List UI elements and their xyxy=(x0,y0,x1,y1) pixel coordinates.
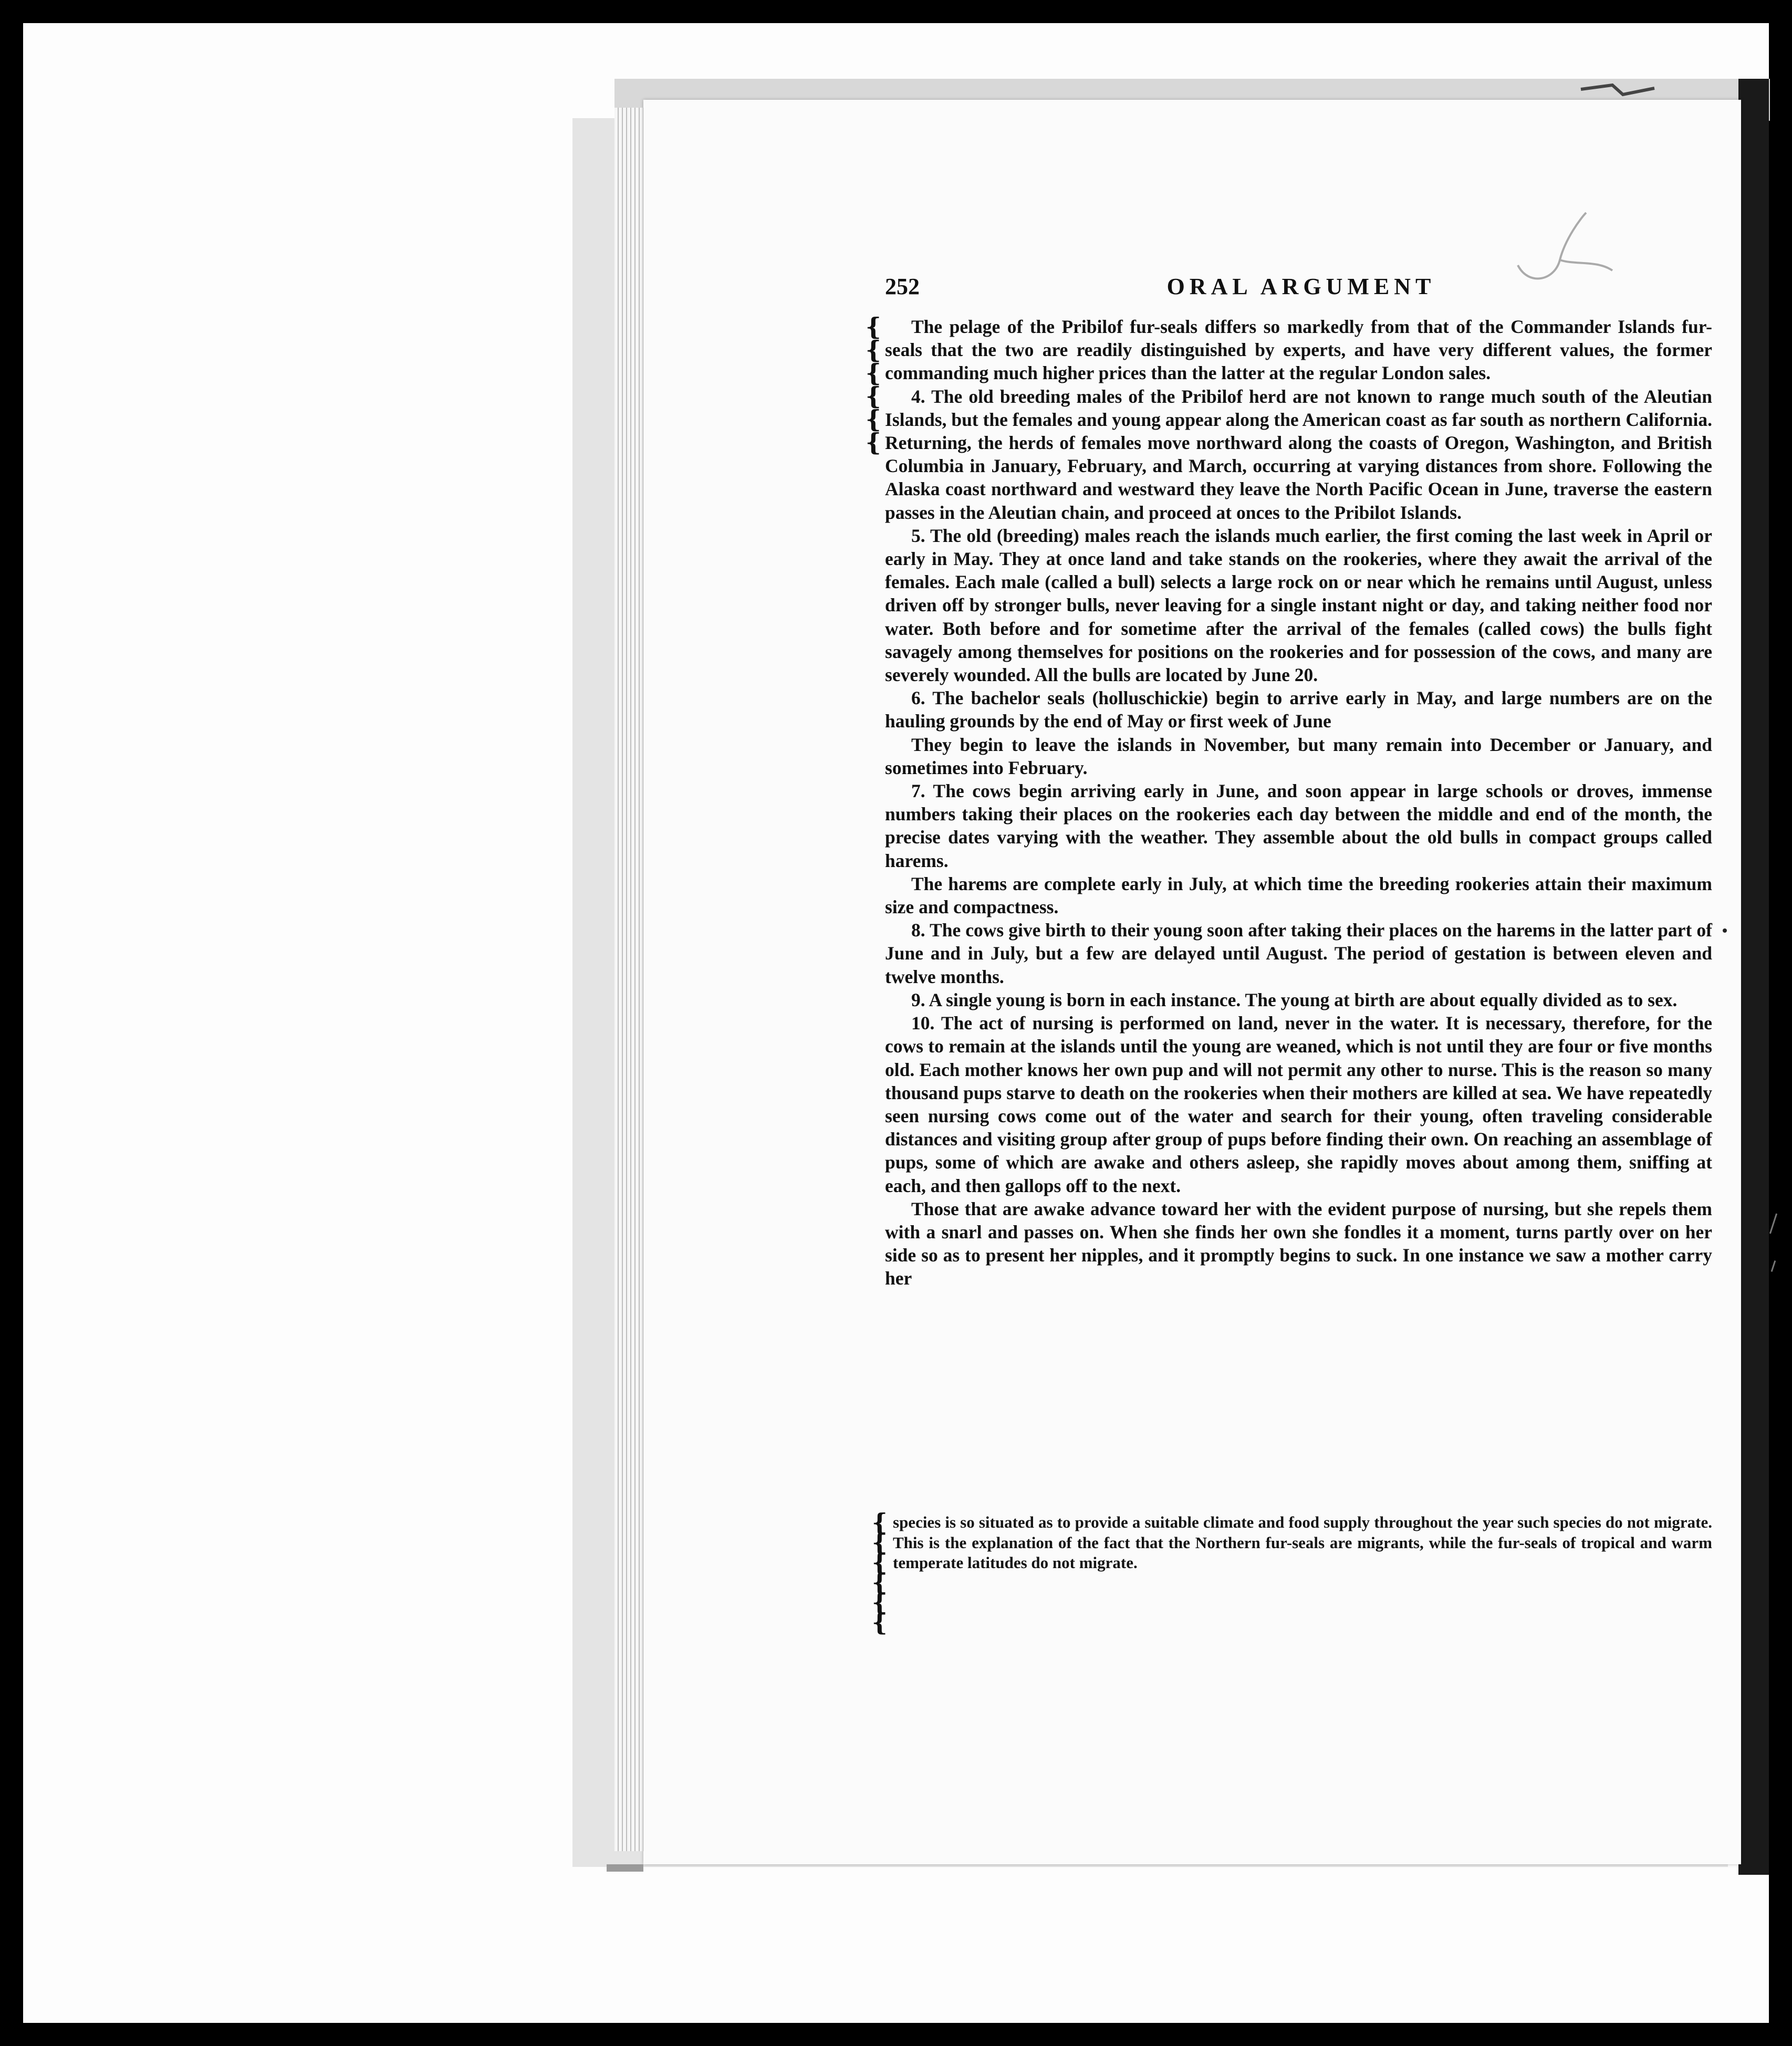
paragraph-5: 5. The old (breeding) males reach the islands much earlier, the first coming the last week in April or early in May. They at once land and take stands on the rookeries, where they await the arrival of the females. Each male (called a bull) selects a large rock on or near which he remains until August, unless driven off by stronger bulls, never leaving for a single instant night or day, and taking neither food nor water. Both before and for sometime after the arrival of the females (called cows) the bulls fight savagely among themselves for positions on the rookeries and for possession of the cows, and many are severely wounded. All the bulls are located by June 20. xyxy=(885,525,1712,686)
paragraph-4: 4. The old breeding males of the Pribilof herd are not known to range much south of the Aleutian Islands, but the females and young appear along the American coast as far south as northern California. Returning, the herds of females move northward along the coasts of Oregon, Washington, and British Columbia in January, February, and March, occurring at varying distances from shore. Following the Alaska coast northward and westward they leave the North Pacific Ocean in June, traverse the eastern passes in the Aleutian chain, and proceed at onces to the Pribilot Islands. xyxy=(885,385,1712,523)
paragraph-6: 6. The bachelor seals (holluschickie) begin to arrive early in May, and large numbers are on the hauling grounds by the end of May or first week of June xyxy=(885,687,1712,732)
paragraph-10: 10. The act of nursing is performed on land, never in the water. It is necessary, therefore, for the cows to remain at the islands until the young are weaned, which is not until they are four or five months old. Each mother knows her own pup and will not permit any other to nurse. This is the reason so many thousand pups starve to death on the rookeries when their mothers are killed at sea. We have repeatedly seen nursing cows come out of the water and search for their young, often traveling considerable distances and visiting group after group of pups before finding their own. On reaching an assemblage of pups, some of which are awake and others asleep, she rapidly moves about among them, sniffing at each, and then gallops off to the next. xyxy=(885,1012,1712,1196)
margin-tick-mark xyxy=(1769,1214,1777,1234)
page-stack-tab xyxy=(607,1864,643,1872)
paragraph-9: 9. A single young is born in each instance. The young at birth are about equally divided as to sex. xyxy=(911,989,1678,1010)
running-head: ORAL ARGUMENT xyxy=(1166,274,1436,299)
page-edges xyxy=(614,108,646,1851)
paragraph-pelage: The pelage of the Pribilof fur-seals differs so markedly from that of the Commander Islands fur-seals that the two are readily distinguished by experts, and have very different values, the former commanding much higher prices than the latter at the regular London sales. xyxy=(885,316,1712,384)
footnote-text: species is so situated as to provide a suitable climate and food supply throughout the year such species do not migrate. This is the explanation of the fact that the Northern fur-seals are migrants, while the fur-seals of tropical and warm temperate latitudes do not migrate. xyxy=(893,1513,1712,1572)
paragraph-10-continued: Those that are awake advance toward her with the evident purpose of nursing, but she repels them with a snarl and passes on. When she finds her own she fondles it a moment, turns partly over on her side so as to present her nipples, and it promptly begins to suck. In one instance we saw a mother carry her xyxy=(885,1198,1712,1289)
page-number: 252 xyxy=(885,274,920,299)
margin-tick-mark xyxy=(1771,1260,1776,1272)
paragraph-8: 8. The cows give birth to their young soon after taking their places on the harems in the latter part of June and in July, but a few are delayed until August. The period of gestation is between eleven and twelve months. xyxy=(885,920,1712,987)
margin-brace-mark: { { { { { { xyxy=(866,312,881,456)
page-header xyxy=(885,273,1717,310)
ink-dot xyxy=(1723,928,1727,933)
paragraph-7: 7. The cows begin arriving early in June, and soon appear in large schools or droves, immense numbers taking their places on the rookeries each day between the middle and end of the month, the precise dates varying with the weather. They assemble about the old bulls in compact groups called harems. xyxy=(885,780,1712,871)
body-text xyxy=(885,315,1712,1290)
book-spine-dark-edge xyxy=(1738,79,1769,1875)
paragraph-6-continued: They begin to leave the islands in November, but many remain into December or January, and sometimes into February. xyxy=(885,734,1712,778)
tape-mark xyxy=(1576,74,1660,105)
paragraph-7-continued: The harems are complete early in July, at which time the breeding rookeries attain their maximum size and compactness. xyxy=(885,873,1712,918)
footnote-brace-mark: { { { { { { xyxy=(872,1508,888,1636)
footnote xyxy=(893,1512,1712,1573)
